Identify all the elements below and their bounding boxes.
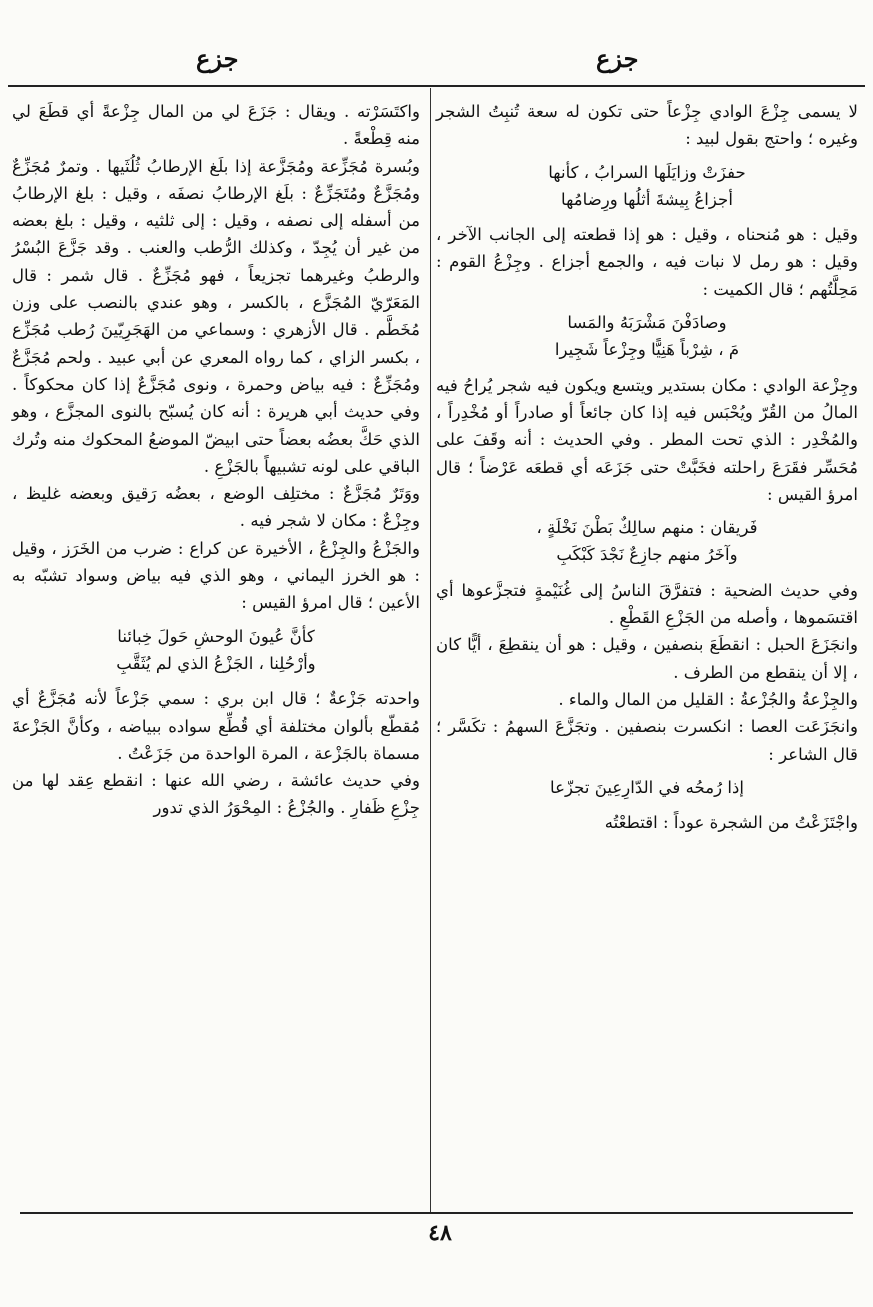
- verse-line: أجزاعُ بِيشةَ أثلُها ورِضامُها: [561, 189, 733, 209]
- paragraph: وفي حديث عائشة ، رضي الله عنها : انقطع عِقد لها من جِزْعِ ظَفارِ . والجُزْعُ : المِحْوَرُ الذي تدور: [12, 771, 420, 818]
- verse: [12, 623, 420, 678]
- column-divider: [430, 88, 431, 1212]
- header-word-right: جزع: [596, 44, 639, 73]
- paragraph: وجِزْعة الوادي : مكان بستدير ويتسع ويكون فيه شجر يُراحُ فيه المالُ من القُرّ ويُحْبَس فيه إذا كان جائعاً أو صادراً أو مُخْدِراً ، والمُخْدِر : الذي تحت المطر . وفي الحديث : أنه وقَفَ على مُحَسِّر فقَرَعَ راحلته فخَبَّتْ حتى جَزَعَه أي قطعَه عَرْضاً ؛ قال امرؤ القيس :: [436, 375, 858, 504]
- paragraph: وقيل : هو مُنحناه ، وقيل : هو إذا قطعته إلى الجانب الآخر ، وقيل : هو رمل لا نبات فيه ، والجمع أجزاع . وجِزْعُ القوم : مَحِلَّتُهم ؛ قال الكميت :: [436, 225, 858, 299]
- verse-line: فَريقان : منهم سالِكٌ بَطْنَ نَخْلَةٍ ،: [536, 518, 758, 538]
- verse: [436, 159, 858, 214]
- paragraph: وانجَزَعَ الحبل : انقطَعَ بنصفين ، وقيل : هو أن ينقطِعَ ، أيًّا كان ، إلا أن ينقطع من الطرف .: [436, 635, 858, 682]
- verse: [436, 309, 858, 364]
- paragraph: وبُسرة مُجَزِّعة ومُجَزَّعة إذا بلَغ الإرطابُ ثُلُثَيها . وتمرٌ مُجَزِّعٌ ومُجَزَّعٌ ومُتَجَزِّعٌ : بلَغ الإرطابُ نصفَه ، وقيل : بلغ الإرطابُ من أسفله إلى نصفه ، وقيل : إلى ثلثيه ، وقيل : بلغ بعضه من غير أن يُجِدّ ، وكذلك الرُّطب والعنب . وقد جَزَّعَ البُسْرُ والرطبُ وغيرهما تجزيعاً ، فهو مُجَزِّعٌ . قال شمر : قال المَعَرّيّ المُجَزَّع ، بالكسر ، وهو عندي بالنصب على وزن مُخَطَّم . قال الأزهري : وسماعي من الهَجَرِيّينَ رُطب مُجَزِّع ، بكسر الزاي ، كما رواه المعري عن أبي عبيد . ولحم مُجَزَّعٌ ومُجَزِّعٌ : فيه بياض وحمرة ، ونوى مُجَزَّعٌ إذا كان محكوكاً . وفي حديث أبي هريرة : أنه كان يُسبّح بالنوى المجزَّع ، وهو الذي حَكَّ بعضُه بعضاً حتى ابيضّ الموضعُ المحكوك منه وتُرك الباقي على لونه تشبيهاً بالجَزْعِ .: [12, 156, 420, 476]
- paragraph: وانجَزَعَت العصا : انكسرت بنصفين . وتجَزَّعَ السهمُ : تكَسَّر ؛ قال الشاعر :: [436, 717, 858, 764]
- verse-line: مَ ، شِرْباً هَنِيًّا وجِزْعاً شَجِيرا: [554, 340, 740, 360]
- bottom-rule: [20, 1212, 853, 1214]
- paragraph: لا يسمى جِزْعَ الوادي جِزْعاً حتى تكون له سعة تُنبِتُ الشجر وغيره ؛ واحتج بقول لبيد :: [436, 102, 858, 149]
- paragraph: والجَزْعُ والجِزْعُ ، الأخيرة عن كراع : ضرب من الخَرَز ، وقيل : هو الخرز اليماني ، وهو الذي فيه بياض وسواد تشبّه به الأعين ؛ قال امرؤ القيس :: [12, 538, 420, 613]
- page-number: ٤٨: [428, 1220, 452, 1246]
- paragraph: ووَتَرٌ مُجَزَّعٌ : مختلِف الوضع ، بعضُه رَقيق وبعضه غليظ ، وجِزْعٌ : مكان لا شجر فيه .: [12, 484, 420, 531]
- paragraph: واكتَسَرْته . ويقال : جَزَعَ لي من المال جِزْعةً أي قطَعَ لي منه قِطْعةً .: [12, 102, 420, 149]
- paragraph: واجْتَزَعْتُ من الشجرة عوداً : اقتطعْتُه: [604, 813, 858, 833]
- left-column: [12, 98, 420, 822]
- verse-line: حفزَتْ وزايَلَها السرابُ ، كأنها: [548, 162, 746, 182]
- verse-line: إذا رُمحُه في الدّارِعِينَ تجزّعا: [550, 777, 744, 797]
- verse-line: وأرْحُلِنا ، الجَزْعُ الذي لم يُثَقَّبِ: [116, 653, 316, 673]
- header-word-left: جزع: [196, 44, 239, 73]
- paragraph: وفي حديث الضحية : فتفرَّقَ الناسُ إلى غُنَيْمةٍ فتجزَّعوها أي اقتسَموها ، وأصله من الجَزْعِ القَطْعِ .: [436, 580, 858, 628]
- paragraph: واحدته جَزْعةٌ ؛ قال ابن بري : سمي جَزْعاً لأنه مُجَزَّعٌ أي مُقطّع بألوان مختلفة أي قُطِّع سواده ببياضه ، وكأنَّ الجَزْعةَ مسماة بالجَزْعة ، المرة الواحدة من جَزَعْتُ .: [12, 689, 420, 763]
- right-column: [436, 98, 858, 836]
- verse-line: وصادَفْنَ مَشْرَبَهُ والمَسا: [567, 313, 727, 333]
- verse-line: وآخَرُ منهم جازِعٌ نَجْدَ كَبْكَبِ: [556, 545, 738, 565]
- verse: [436, 514, 858, 569]
- top-rule: [8, 85, 865, 87]
- verse-line: كأنَّ عُيونَ الوحشِ حَولَ خِبائنا: [117, 626, 315, 646]
- paragraph: والجِزْعةُ والجُزْعةُ : القليل من المال والماء .: [558, 689, 858, 709]
- verse: [436, 774, 858, 801]
